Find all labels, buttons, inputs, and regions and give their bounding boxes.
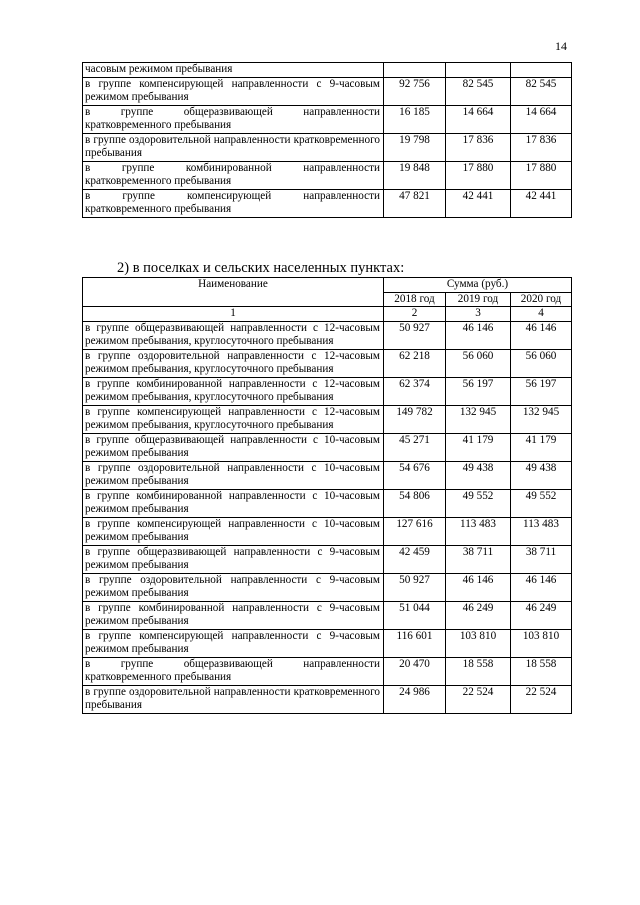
value-2018-cell: 62 374 — [384, 377, 446, 405]
value-2018-cell — [384, 63, 446, 78]
value-2018-cell: 62 218 — [384, 349, 446, 377]
header-year-2019: 2019 год — [446, 292, 511, 307]
row-name-cell: в группе общеразвивающей направленности с 9-часовым режимом пребывания — [83, 545, 384, 573]
value-2019-cell: 18 558 — [446, 657, 511, 685]
value-2019-cell: 103 810 — [446, 629, 511, 657]
value-2019-cell: 49 438 — [446, 461, 511, 489]
table-row — [83, 189, 572, 217]
table-row — [83, 545, 572, 573]
value-2019-cell: 113 483 — [446, 517, 511, 545]
value-2020-cell: 82 545 — [511, 77, 572, 105]
value-2019-cell: 82 545 — [446, 77, 511, 105]
row-name-cell: в группе компенсирующей направленности с 9-часовым режимом пребывания — [83, 629, 384, 657]
value-2020-cell: 49 552 — [511, 489, 572, 517]
table-row — [83, 161, 572, 189]
value-2019-cell: 132 945 — [446, 405, 511, 433]
header-year-2020: 2020 год — [511, 292, 572, 307]
table-row — [83, 321, 572, 349]
value-2019-cell: 41 179 — [446, 433, 511, 461]
value-2020-cell — [511, 63, 572, 78]
value-2019-cell: 46 146 — [446, 573, 511, 601]
value-2020-cell: 56 060 — [511, 349, 572, 377]
value-2019-cell — [446, 63, 511, 78]
row-name-cell: в группе компенсирующей направленности с 10-часовым режимом пребывания — [83, 517, 384, 545]
column-number-3: 3 — [446, 307, 511, 322]
row-name-cell: в группе общеразвивающей направленности кратковременного пребывания — [83, 657, 384, 685]
row-name-cell: в группе компенсирующей направленности с 9-часовым режимом пребывания — [83, 77, 384, 105]
value-2018-cell: 51 044 — [384, 601, 446, 629]
value-2020-cell: 46 249 — [511, 601, 572, 629]
row-name-cell: в группе компенсирующей направленности с 12-часовым режимом пребывания, круглосуточного пребывания — [83, 405, 384, 433]
header-year-2018: 2018 год — [384, 292, 446, 307]
value-2019-cell: 56 060 — [446, 349, 511, 377]
value-2020-cell: 113 483 — [511, 517, 572, 545]
header-name: Наименование — [83, 278, 384, 307]
value-2020-cell: 103 810 — [511, 629, 572, 657]
value-2020-cell: 41 179 — [511, 433, 572, 461]
rural-tariff-table — [82, 277, 572, 714]
value-2020-cell: 46 146 — [511, 573, 572, 601]
value-2019-cell: 22 524 — [446, 685, 511, 713]
column-number-2: 2 — [384, 307, 446, 322]
value-2020-cell: 42 441 — [511, 189, 572, 217]
table-row — [83, 349, 572, 377]
row-name-cell: часовым режимом пребывания — [83, 63, 384, 78]
table-row — [83, 433, 572, 461]
row-name-cell: в группе оздоровительной направленности с 12-часовым режимом пребывания, круглосуточного пребывания — [83, 349, 384, 377]
row-name-cell: в группе общеразвивающей направленности кратковременного пребывания — [83, 105, 384, 133]
row-name-cell: в группе оздоровительной направленности кратковременного пребывания — [83, 133, 384, 161]
row-name-cell: в группе оздоровительной направленности кратковременного пребывания — [83, 685, 384, 713]
table-row — [83, 517, 572, 545]
value-2019-cell: 17 880 — [446, 161, 511, 189]
value-2019-cell: 56 197 — [446, 377, 511, 405]
table-row — [83, 133, 572, 161]
table-row — [83, 461, 572, 489]
value-2019-cell: 42 441 — [446, 189, 511, 217]
value-2018-cell: 16 185 — [384, 105, 446, 133]
row-name-cell: в группе комбинированной направленности с 10-часовым режимом пребывания — [83, 489, 384, 517]
value-2018-cell: 92 756 — [384, 77, 446, 105]
table-row — [83, 685, 572, 713]
page-number: 14 — [555, 39, 567, 53]
value-2019-cell: 38 711 — [446, 545, 511, 573]
value-2019-cell: 49 552 — [446, 489, 511, 517]
rural-tariff-table-body — [83, 321, 572, 713]
value-2018-cell: 50 927 — [384, 321, 446, 349]
table-row — [83, 573, 572, 601]
value-2020-cell: 17 836 — [511, 133, 572, 161]
value-2018-cell: 54 806 — [384, 489, 446, 517]
rural-tariff-table-header — [83, 278, 572, 322]
value-2018-cell: 47 821 — [384, 189, 446, 217]
value-2018-cell: 24 986 — [384, 685, 446, 713]
table-row — [83, 629, 572, 657]
value-2020-cell: 49 438 — [511, 461, 572, 489]
value-2020-cell: 14 664 — [511, 105, 572, 133]
value-2018-cell: 116 601 — [384, 629, 446, 657]
continued-tariff-table-body — [83, 63, 572, 218]
continued-tariff-table — [82, 62, 572, 218]
value-2020-cell: 18 558 — [511, 657, 572, 685]
value-2018-cell: 20 470 — [384, 657, 446, 685]
value-2018-cell: 45 271 — [384, 433, 446, 461]
value-2018-cell: 149 782 — [384, 405, 446, 433]
column-number-4: 4 — [511, 307, 572, 322]
value-2020-cell: 38 711 — [511, 545, 572, 573]
value-2020-cell: 132 945 — [511, 405, 572, 433]
row-name-cell: в группе общеразвивающей направленности с 12-часовым режимом пребывания, круглосуточного пребывания — [83, 321, 384, 349]
value-2018-cell: 19 798 — [384, 133, 446, 161]
row-name-cell: в группе оздоровительной направленности с 9-часовым режимом пребывания — [83, 573, 384, 601]
table-row — [83, 77, 572, 105]
row-name-cell: в группе комбинированной направленности с 9-часовым режимом пребывания — [83, 601, 384, 629]
table-row — [83, 489, 572, 517]
table-row — [83, 377, 572, 405]
value-2018-cell: 54 676 — [384, 461, 446, 489]
value-2020-cell: 46 146 — [511, 321, 572, 349]
value-2020-cell: 56 197 — [511, 377, 572, 405]
column-number-1: 1 — [83, 307, 384, 322]
value-2018-cell: 19 848 — [384, 161, 446, 189]
value-2018-cell: 42 459 — [384, 545, 446, 573]
value-2020-cell: 17 880 — [511, 161, 572, 189]
row-name-cell: в группе комбинированной направленности с 12-часовым режимом пребывания, круглосуточного пребывания — [83, 377, 384, 405]
value-2019-cell: 14 664 — [446, 105, 511, 133]
value-2019-cell: 46 249 — [446, 601, 511, 629]
value-2019-cell: 46 146 — [446, 321, 511, 349]
value-2018-cell: 50 927 — [384, 573, 446, 601]
table-row — [83, 105, 572, 133]
table-row — [83, 405, 572, 433]
row-name-cell: в группе оздоровительной направленности с 10-часовым режимом пребывания — [83, 461, 384, 489]
value-2019-cell: 17 836 — [446, 133, 511, 161]
table-row — [83, 63, 572, 78]
value-2018-cell: 127 616 — [384, 517, 446, 545]
section-heading: 2) в поселках и сельских населенных пунктах: — [117, 260, 405, 276]
row-name-cell: в группе общеразвивающей направленности с 10-часовым режимом пребывания — [83, 433, 384, 461]
row-name-cell: в группе комбинированной направленности кратковременного пребывания — [83, 161, 384, 189]
value-2020-cell: 22 524 — [511, 685, 572, 713]
table-row — [83, 601, 572, 629]
row-name-cell: в группе компенсирующей направленности кратковременного пребывания — [83, 189, 384, 217]
table-row — [83, 657, 572, 685]
header-sum: Сумма (руб.) — [384, 278, 572, 293]
